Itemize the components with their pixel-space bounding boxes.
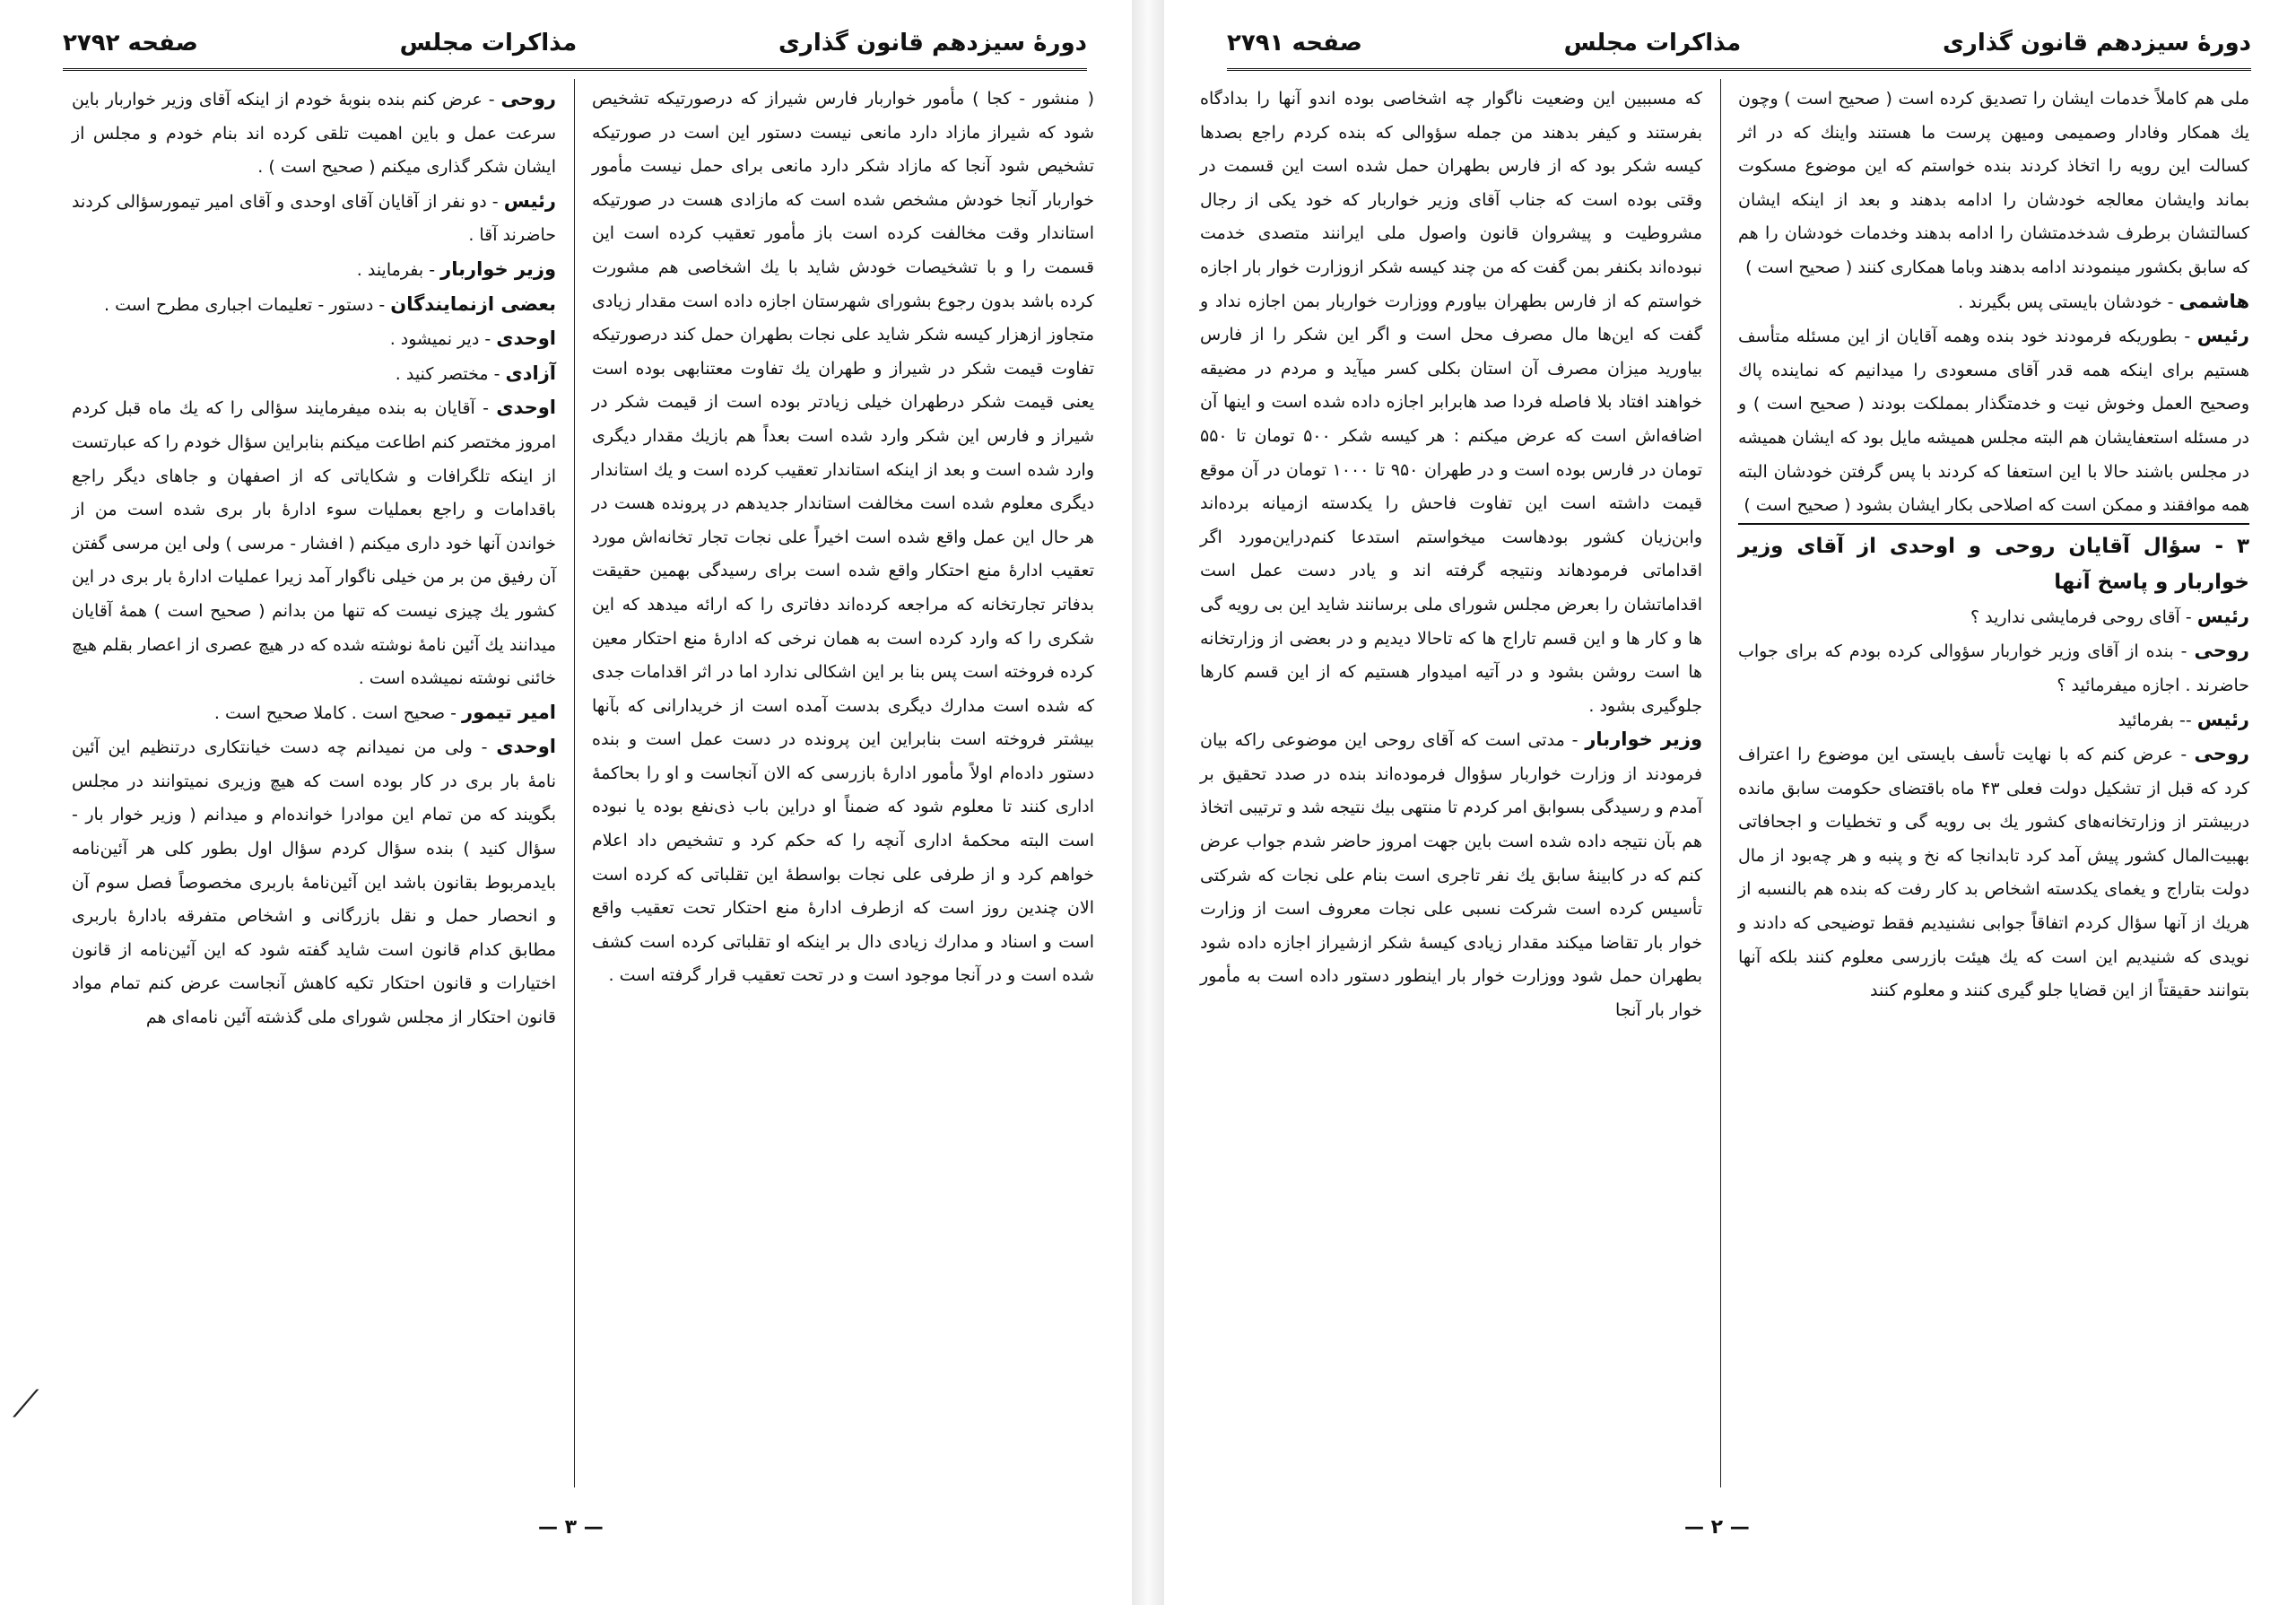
paragraph-text: ملی هم کاملاً خدمات ایشان را تصدیق کرده است ( صحیح است ) وچون یك همکار وفادار وصمیمی ومیهن پرست ما هستند واینك که در اثر کسالت این رویه را اتخاذ کردند بنده خواستم که این موضوع مسکوت بماند وایشان معالجه خودشان را ادامه بدهند و بعد از اینکه ایشان کسالتشان برطرف شدخدمتشان را ادامه بدهند وخدمات خودشان را هم که سابق بکشور مینمودند ادامه بدهند وباما همکاری کنند ( صحیح است ) [1738,89,2249,277]
paragraph [1738,703,2249,738]
speaker-name: رئیس [503,189,556,212]
left-header-page-label: صفحه ۲۷۹۲ [63,30,198,57]
right-header-rule [1227,68,2251,71]
right-page-number: — ۲ — [1684,1516,1750,1539]
speaker-name: رئیس [2196,708,2249,730]
right-column-divider [1720,79,1721,1487]
right-page [1164,0,2296,1605]
paragraph-text: - عرض کنم که با نهایت تأسف بایستی این موضوع را اعتراف کرد که قبل از تشکیل دولت فعلی ۴۳ ماه باقتضای حکومت سابق مانده دربیشتر از وزارتخانه‌های کشور یك بی رویه گی و تخطیات و اجحافاتی بهبیت‌المال کشور پیش آمد کرد تابدانجا که نخ و پنبه و هر چه‌بود از مال دولت بتاراج و یغمای یکدسته اشخاص بد کار رفت که بنده هم بالنسبه از هریك از آنها سؤال کردم اتفاقاً جوابی نشنیدیم فقط توضیحی که دادند و نویدی که شنیدیم این است که یك هیئت بازرسی معلوم کنند بلکه آنها بتوانند حقیقتاً از این قضایا جلو گیری کنند و معلوم کنند [1738,745,2250,1001]
paragraph [592,83,1094,993]
paragraph [72,288,556,323]
paragraph-text: - دستور - تعلیمات اجباری مطرح است . [103,294,386,315]
paragraph-text: - بطوریکه فرمودند خود بنده وهمه آقایان از این مسئله متأسف هستیم برای اینکه همه قدر آقای مسعودی را میدانیم که نماینده پاك وصحیح العمل وخوش نیت و خدمتگذار بمملکت بودند ( صحیح است ) و در مسئله استعفایشان هم البته مجلس همیشه مایل بود که ایشان همیشه در مجلس باشند حالا با این استعفا که کردند با پس گرفتن خودشان البته همه موافقند و ممکن است که اصلاحی بکار ایشان بشود ( صحیح است ) [1738,327,2249,516]
paragraph-text: - مدتی است که آقای روحی این موضوعی راکه بیان فرمودند از وزارت خواربار سؤوال فرموده‌اند بنده در صدد تحقیق بر آمدم و رسیدگی بسوابق امر کردم تا منتهی بیك نتیجه شد و ترتیبی اتخاذ هم‌ بآن نتیجه داده شده است باین جهت امروز حاضر شدم جواب عرض کنم که در کابینهٔ سابق یك نفر تاجری است بنام علی نجات که شرکتی تأسیس کرده است شرکت نسبی علی نجات معروف است از وزارت خوار بار تقاضا میکند مقدار زیادی کیسهٔ شکر ازشیراز اجازه داده شود بطهران حمل شود ووزارت خوار بار اینطور دستور داده است به مأمور خوار بار آنجا [1200,730,1702,1021]
paragraph-text: - آقای روحی فرمایشی ندارید ؟ [1970,606,2192,627]
paragraph-text: - آقایان به بنده میفرمایند سؤالی را که یك ماه قبل کردم امروز مختصر کنم اطاعت میکنم بنابراین سؤال خودم را که عبارتست از اینکه تلگرافات و شکایاتی که از اصفهان و جاهای دیگر راجع باقدامات و راجع بعملیات سوء ادارهٔ بار بری شده است من از خواندن آنها خود داری میکنم ( افشار - مرسی ) ولی این مرسی گفتن آن رفیق من بر من خیلی ناگوار آمد زیرا عملیات ادارهٔ بار بری در این کشور یك چیزی نیست که تنها من بدانم ( صحیح است ) همهٔ آقایان میدانند یك آئین نامهٔ نوشته شده که در هیچ عصری از اعصار بقلم هیچ خائنی نوشته نمیشده است . [72,398,556,689]
paragraph [1738,634,2249,702]
right-header-period: دورهٔ سیزدهم قانون گذاری [1943,30,2251,57]
speaker-name: اوحدی [496,397,556,419]
paragraph-text: - دو نفر از آقایان آقای اوحدی و آقای امیر تیمورسؤالی کردند حاضرند آقا . [72,191,556,246]
left-header-period: دورهٔ سیزدهم قانون گذاری [778,30,1087,57]
left-page [0,0,1132,1605]
left-page-number: — ۳ — [538,1516,604,1539]
left-page-left-column [72,83,556,1482]
left-page-header [63,25,1087,61]
speaker-name: اوحدی [496,327,556,350]
paragraph-text: ( منشور - کجا ) مأمور خواربار فارس شیراز که درصورتیکه تشخیص شود که شیراز مازاد دارد مانعی نیست دستور این است در صورتیکه تشخیص شود آنجا که مازاد شکر دارد مانعی برای حمل نیست مأمور خواربار آنجا خودش مشخص شده است که مازادی هست در صورتیکه استاندار وقت مخالفت کرده است باز مأمور تعقیب کرده است این قسمت را و با تشخیصات خودش شاید با یك اشخاصی هم مشورت کرده باشد بدون رجوع بشورای شهرستان اجازه داده است مقدار زیادی متجاوز ازهزار کیسه شکر شاید علی نجات بطهران حمل کند درصورتیکه تفاوت قیمت شکر در شیراز و طهران یك تفاوت معتنابهی بوده است یعنی قیمت شکر درطهران خیلی زیادتر بوده است از قیمت شکر در شیراز و فارس این شکر وارد شده است بعداً هم بازیك مقدار دیگری وارد شده است و بعد از اینکه استاندار تعقیب کرده است و یك استاندار دیگری معلوم شده است مخالفت استاندار جدیدهم در پرونده هست در هر حال این عمل واقع شده است اخیراً علی نجات تجار تخانه‌اش مورد تعقیب ادارهٔ منع احتکار واقع شده است برای رسیدگی بهمین حقیقت بدفاتر تجارتخانه که مراجعه کرده‌اند دفاتری را که ارائه میدهد که این شکری را که وارد کرده است به همان نرخی که ادارهٔ منع احتکار معین کرده فروخته است پس بنا بر این اشکالی ندارد اما در اثر اقدامات جدی که شده است مدارك دیگری بدست آمده است از خریدارانی که بآنها بیشتر فروخته است بنابراین این پرونده در دست عمل است و بنده دستور داده‌ام اولاً مأمور ادارهٔ بازرسی که الان آنجاست و او را بحاکمهٔ اداری کنند تا معلوم شود که ضمناً او دراین باب ذی‌نفع بوده یا نبوده است البته محکمهٔ اداری آنچه را که حکم کرد و تشخیص داد اعلام خواهم کرد و از طرفی علی نجات بواسطهٔ این تقلباتی که کرده است الان چندین روز است که ازطرف ادارهٔ منع احتکار تحت تعقیب واقع است و اسناد و مدارك زیادی دال بر اینکه او تقلباتی کرده است کشف شده است و در آنجا موجود است و در تحت تعقیب قرار گرفته است . [592,89,1094,986]
margin-bracket-mark: ⟋ [13,1382,39,1426]
speaker-name: روحی [2194,640,2250,662]
paragraph-text: - ولی من نمیدانم چه دست خیانتکاری درتنظیم این آئین نامهٔ بار بری در کار بوده است که هیچ وزیری نمیتوانند در مجلس بگویند که من تمام این موادرا خوانده‌ام و میدانم ( وزیر خوار بار - سؤال کنید ) بنده سؤال کردم سؤال اول بطور کلی هر آئین‌نامه بایدمربوط بقانون باشد این آئین‌نامهٔ باربری مخصوصاً فصل سوم آن و انحصار حمل و نقل بازرگانی و اشخاص متفرقه بادارهٔ باربری مطابق کدام قانون است شاید گفته شود که این آئین‌نامه از قانون اختیارات و قانون احتکار تکیه کاهش آنجاست عرض کنم تمام مواد قانون احتکار از مجلس شورای ملی گذشته آئین نامه‌ای هم [72,737,556,1028]
paragraph-text: - دیر نمیشود . [389,329,491,350]
left-header-title: مذاکرات مجلس [399,30,578,57]
right-page-right-column [1738,83,2249,1482]
right-page-header [1227,25,2251,61]
paragraph [1738,319,2249,523]
paragraph [72,357,556,392]
paragraph [1200,723,1702,1027]
paragraph-text: - بفرمایند . [356,259,436,280]
speaker-name: هاشمی [2179,290,2249,312]
left-column-divider [574,79,575,1487]
paragraph [72,253,556,288]
speaker-name: اوحدی [496,736,556,758]
paragraph [1738,285,2249,320]
paragraph-text: - بنده از آقای وزیر خواربار سؤوالی کرده بودم که برای جواب حاضرند . اجازه میفرمائید ؟ [1738,641,2249,695]
section-title: ۳ - سؤال آقایان روحی و اوحدی از آقای وزیر خواربار و پاسخ آنها [1738,523,2249,600]
speaker-name: روحی [500,88,556,109]
left-header-rule [63,68,1087,71]
paragraph [72,83,556,185]
paragraph-text: که مسببین این وضعیت ناگوار چه اشخاصی بوده اندو آنها را بدادگاه بفرستند و کیفر بدهند من جمله سؤوالی که بنده کردم راجع بصدها کیسه شکر بود که از فارس بطهران حمل شده است این قسمت در وقتی بوده است که جناب آقای وزیر خواربار که خود یکی از رجال مشروطیت و پیشروان قانون واصول ملی ایرانند متصدی خدمت نبوده‌اند بکنفر بمن گفت که من چند کیسه شکر ازوزارت خوار بار اجازه خواستم که از فارس بطهران بیاورم ووزارت خواربار بمن اجازه نداد و گفت که این‌ها مال مصرف محل است و اگر این شکر را از فارس بیاورید میزان مصرف آن استان بکلی کسر میآید و مردم در مضیقه خواهند افتاد بلا فاصله فردا صد هابرابر اجازه داده شده است و اینها آن اضافه‌اش است که عرض میکنم : هر کیسه شکر ۵۰۰ تومان تا ۵۵۰ تومان در فارس بوده است و در طهران ۹۵۰ تا ۱۰۰۰ تومان در آن موقع قیمت داشته است این تفاوت فاحش را یکدسته ازمیانه برده‌اند وابن‌زیان کشور بودهاست میخواستم استدعا کنم‌دراین‌مورد اگر اقداماتی فرمودهاند ونتیجه گرفته اند و یادر دست عمل است اقداماتشان را بعرض مجلس شورای ملی برسانند شاید این بی رویه گی ها و کار ها و این قسم تاراج ها که تاحالا دیدیم و در بعضی از وزارتخانه ها است روشن بشود و در آتیه امیدوار هستیم که از این قسم کارها جلوگیری بشود . [1200,89,1703,716]
paragraph [1200,83,1702,723]
speaker-name: امیر تیمور [462,701,556,723]
speaker-name: روحی [2194,743,2249,765]
paragraph [72,322,556,357]
paragraph [1738,737,2249,1008]
speaker-name: رئیس [2196,605,2249,627]
paragraph-text: - عرض کنم بنده بنوبهٔ خودم از اینکه آقای وزیر خواربار باین سرعت عمل و باین اهمیت تلقی کرده اند بنام خودم و مجلس از ایشان شکر گذاری میکنم ( صحیح است ) . [72,90,556,178]
speaker-name: وزیر خواربار [440,257,556,280]
right-header-page-label: صفحه ۲۷۹۱ [1227,30,1362,57]
paragraph [72,730,556,1034]
paragraph-text: - صحیح است . کاملا صحیح است . [213,702,457,723]
paragraph [1738,83,2249,285]
speaker-name: رئیس [2196,325,2249,347]
paragraph [1738,600,2249,635]
right-header-title: مذاکرات مجلس [1563,30,1742,57]
paragraph [72,185,556,253]
paragraph [72,391,556,695]
paragraph-text: - خودشان بایستی پس بگیرند . [1958,292,2174,312]
book-gutter [1132,0,1164,1605]
speaker-name: آزادی [505,362,556,384]
paragraph-text: - مختصر کنید . [395,363,500,384]
paragraph-text: -- بفرمائید [2118,710,2192,730]
paragraph [72,696,556,731]
speaker-name: بعضی ازنمایندگان [390,292,556,315]
right-page-left-column [1200,83,1702,1482]
left-page-right-column [592,83,1094,1482]
speaker-name: وزیر خواربار [1585,728,1702,751]
